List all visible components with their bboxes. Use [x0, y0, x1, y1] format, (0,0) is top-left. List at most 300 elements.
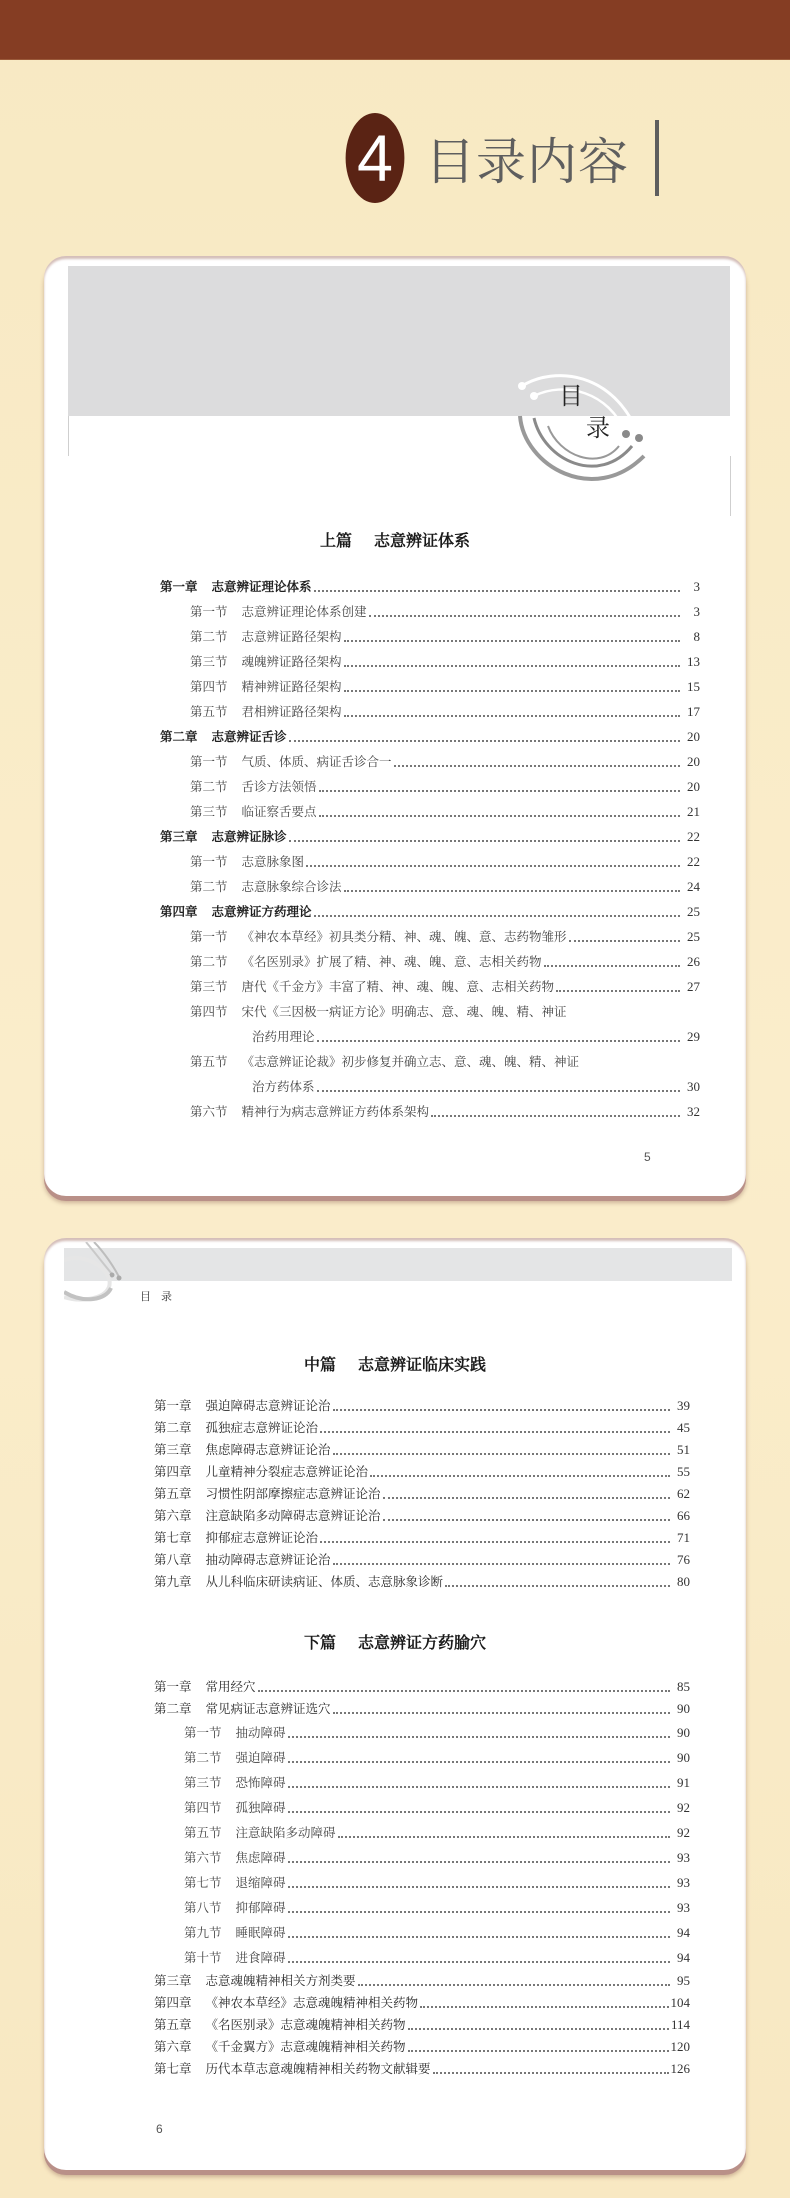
top-banner [0, 0, 790, 60]
toc-list-lower [154, 1676, 690, 2080]
toc-entry-number: 第二节 [190, 879, 228, 894]
dot-leader [569, 934, 680, 942]
dot-leader [288, 1855, 670, 1863]
toc-entry-label [184, 1770, 286, 1795]
toc-page-number: 90 [677, 1750, 690, 1765]
toc-page-number: 21 [687, 804, 700, 819]
toc-chapter-row [154, 1461, 690, 1483]
toc-entry-title: 《神农本草经》初具类分精、神、魂、魄、意、志药物雏形 [241, 929, 567, 944]
dot-leader [408, 2022, 669, 2030]
toc-entry-title: 唐代《千金方》丰富了精、神、魂、魄、意、志相关药物 [241, 979, 555, 994]
toc-entry-label [184, 1820, 336, 1845]
toc-entry-title: 志意辨证脉诊 [211, 829, 287, 844]
toc-page-number: 90 [677, 1701, 690, 1716]
toc-entry-label [190, 924, 567, 949]
toc-entry-label [160, 824, 287, 849]
toc-chapter-row [154, 1992, 690, 2014]
dot-leader [358, 1978, 670, 1986]
toc-entry-number: 第九章 [154, 1574, 192, 1589]
toc-entry-title: 宋代《三因极一病证方论》明确志、意、魂、魄、精、神证 [241, 1004, 567, 1019]
dot-leader [344, 884, 680, 892]
toc-section-row [154, 1795, 690, 1820]
toc-chapter-row [154, 1483, 690, 1505]
toc-entry-title: 舌诊方法领悟 [241, 779, 317, 794]
toc-entry-number: 第三节 [190, 804, 228, 819]
toc-entry-title: 气质、体质、病证舌诊合一 [241, 754, 392, 769]
mulu-char-2: 录 [586, 414, 610, 442]
dot-leader [420, 2000, 668, 2008]
toc-chapter-row [160, 824, 700, 849]
toc-entry-title: 《千金翼方》志意魂魄精神相关药物 [205, 2039, 406, 2054]
toc-section-row [154, 1870, 690, 1895]
toc-entry-title: 抑郁障碍 [235, 1900, 286, 1915]
toc-entry-number: 第三节 [190, 654, 228, 669]
toc-entry-title: 注意缺陷多动障碍志意辨证论治 [205, 1508, 381, 1523]
toc-entry-number: 第四章 [154, 1464, 192, 1479]
toc-entry-label [190, 649, 342, 674]
toc-entry-number: 第七章 [154, 1530, 192, 1545]
toc-page-number: 8 [693, 629, 700, 644]
toc-entry-number: 第三节 [184, 1775, 222, 1790]
dot-leader [344, 634, 680, 642]
toc-entry-number: 第一节 [184, 1725, 222, 1740]
toc-entry-title: 常见病证志意辨证选穴 [205, 1701, 331, 1716]
toc-entry-label [190, 674, 342, 699]
toc-entry-label [154, 1992, 418, 2014]
toc-page-number: 25 [687, 929, 700, 944]
toc-entry-label [184, 1945, 286, 1970]
toc-page-number: 3 [693, 579, 700, 594]
toc-entry-title: 志意脉象图 [241, 854, 305, 869]
toc-entry-title: 抽动障碍 [235, 1725, 286, 1740]
toc-entry-title: 志意辨证理论体系 [211, 579, 312, 594]
toc-entry-label [190, 624, 342, 649]
toc-entry-title: 《名医别录》志意魂魄精神相关药物 [205, 2017, 406, 2032]
toc-entry-label [154, 1970, 356, 1992]
toc-entry-number: 第三节 [190, 979, 228, 994]
toc-section-row [154, 1820, 690, 1845]
toc-page-number: 93 [677, 1900, 690, 1915]
toc-page-number: 27 [687, 979, 700, 994]
part-title-upper: 上篇 志意辨证体系 [319, 531, 471, 550]
toc-section-row [160, 924, 700, 949]
toc-page-number: 93 [677, 1850, 690, 1865]
toc-entry-title: 习惯性阴部摩擦症志意辨证论治 [205, 1486, 381, 1501]
toc-entry-label [190, 874, 342, 899]
dot-leader [306, 859, 680, 867]
toc-entry-label [184, 1720, 286, 1745]
toc-entry-label [160, 724, 287, 749]
toc-entry-number: 第八章 [154, 1552, 192, 1567]
toc-entry-title: 志意魂魄精神相关方剂类要 [205, 1973, 356, 1988]
toc-entry-label [190, 699, 342, 724]
toc-chapter-row [154, 1417, 690, 1439]
toc-entry-label [190, 774, 317, 799]
margin-mark [730, 456, 731, 516]
section-heading [345, 110, 659, 206]
toc-entry-title: 焦虑障碍志意辨证论治 [205, 1442, 331, 1457]
toc-entry-number: 第一章 [154, 1679, 192, 1694]
dot-leader [319, 784, 680, 792]
toc-entry-title: 志意辨证舌诊 [211, 729, 287, 744]
toc-entry-label [154, 1698, 331, 1720]
toc-section-row [160, 1074, 700, 1099]
dot-leader [314, 584, 680, 592]
toc-chapter-row [160, 724, 700, 749]
toc-section-row [160, 624, 700, 649]
toc-entry-number: 第二节 [190, 954, 228, 969]
dot-leader [288, 1880, 670, 1888]
toc-section-row [160, 649, 700, 674]
toc-entry-number: 第六节 [190, 1104, 228, 1119]
toc-section-row [160, 1024, 700, 1049]
toc-entry-title: 抽动障碍志意辨证论治 [205, 1552, 331, 1567]
toc-entry-label [184, 1845, 286, 1870]
toc-page-number: 114 [670, 2017, 690, 2032]
toc-page-number: 26 [687, 954, 700, 969]
toc-entry-label [154, 2014, 406, 2036]
toc-entry-label [154, 1395, 331, 1417]
toc-chapter-row [154, 1698, 690, 1720]
dot-leader [288, 1755, 670, 1763]
toc-chapter-row [154, 1439, 690, 1461]
toc-page-number: 104 [670, 1995, 690, 2010]
toc-entry-number: 第三章 [160, 829, 198, 844]
toc-entry-title: 治药用理论 [252, 1029, 315, 1044]
toc-entry-number: 第二章 [154, 1420, 192, 1435]
toc-section-row [154, 1895, 690, 1920]
toc-chapter-row [154, 1970, 690, 1992]
toc-chapter-row [154, 1505, 690, 1527]
toc-entry-title: 志意脉象综合诊法 [241, 879, 342, 894]
toc-chapter-row [154, 1571, 690, 1593]
dot-leader [369, 609, 680, 617]
dot-leader [288, 1730, 670, 1738]
toc-section-row [160, 674, 700, 699]
dot-leader [258, 1684, 670, 1692]
toc-entry-label [190, 1049, 579, 1074]
dot-leader [333, 1557, 670, 1565]
toc-entry-label [154, 1676, 256, 1698]
toc-page-number: 20 [687, 779, 700, 794]
toc-page-number: 90 [677, 1725, 690, 1740]
toc-page-6 [44, 1238, 746, 2170]
toc-entry-number: 第一节 [190, 854, 228, 869]
toc-entry-label [190, 949, 542, 974]
dot-leader [317, 1034, 680, 1042]
page-number: 5 [644, 1150, 651, 1164]
toc-entry-label [190, 1099, 429, 1124]
toc-section-row [160, 874, 700, 899]
toc-entry-label [184, 1795, 286, 1820]
dot-leader [288, 1805, 670, 1813]
toc-entry-number: 第十节 [184, 1950, 222, 1965]
dot-leader [288, 1955, 670, 1963]
toc-entry-label [184, 1895, 286, 1920]
toc-page-number: 15 [687, 679, 700, 694]
toc-entry-title: 睡眠障碍 [235, 1925, 286, 1940]
dot-leader [383, 1491, 670, 1499]
toc-entry-title: 《名医别录》扩展了精、神、魂、魄、意、志相关药物 [241, 954, 542, 969]
toc-entry-label [154, 1439, 331, 1461]
toc-list-middle [154, 1395, 690, 1593]
toc-entry-label [190, 799, 317, 824]
toc-page-number: 20 [687, 754, 700, 769]
toc-page-number: 126 [670, 2061, 690, 2076]
toc-page-number: 66 [677, 1508, 690, 1523]
toc-entry-label [184, 1920, 286, 1945]
toc-entry-number: 第七节 [184, 1875, 222, 1890]
toc-page-number: 80 [677, 1574, 690, 1589]
dot-leader [344, 684, 680, 692]
toc-entry-title: 抑郁症志意辨证论治 [205, 1530, 319, 1545]
toc-entry-number: 第四节 [190, 1004, 228, 1019]
toc-page-number: 91 [677, 1775, 690, 1790]
toc-entry-number: 第四节 [184, 1800, 222, 1815]
toc-entry-number: 第五节 [190, 704, 228, 719]
toc-entry-number: 第二章 [154, 1701, 192, 1716]
toc-entry-number: 第四章 [160, 904, 198, 919]
toc-page-number: 45 [677, 1420, 690, 1435]
toc-entry-label [154, 2036, 406, 2058]
dot-leader [445, 1579, 670, 1587]
part-title-middle: 中篇 志意辨证临床实践 [303, 1355, 487, 1374]
dot-leader [431, 1109, 680, 1117]
toc-section-row [154, 1745, 690, 1770]
toc-page-number: 85 [677, 1679, 690, 1694]
toc-page-number: 93 [677, 1875, 690, 1890]
toc-entry-title: 强迫障碍 [235, 1750, 286, 1765]
toc-section-row [154, 1845, 690, 1870]
toc-entry-label [252, 1074, 315, 1099]
toc-entry-label [154, 2058, 431, 2080]
dot-leader [320, 1425, 670, 1433]
toc-entry-title: 焦虑障碍 [235, 1850, 286, 1865]
toc-entry-label [184, 1870, 286, 1895]
toc-chapter-row [154, 2014, 690, 2036]
toc-page-number: 55 [677, 1464, 690, 1479]
toc-entry-number: 第九节 [184, 1925, 222, 1940]
toc-entry-number: 第五节 [184, 1825, 222, 1840]
toc-section-row [160, 749, 700, 774]
toc-page-number: 39 [677, 1398, 690, 1413]
dot-leader [288, 1780, 670, 1788]
toc-list-upper [160, 574, 700, 1124]
section-number-badge: 4 [346, 113, 405, 203]
toc-chapter-row [160, 574, 700, 599]
toc-entry-number: 第六章 [154, 1508, 192, 1523]
mulu-char-1: 目 [559, 382, 583, 410]
toc-page-number: 13 [687, 654, 700, 669]
toc-page-number: 71 [677, 1530, 690, 1545]
toc-entry-title: 从儿科临床研读病证、体质、志意脉象诊断 [205, 1574, 444, 1589]
toc-entry-label [154, 1461, 368, 1483]
toc-entry-label [184, 1745, 286, 1770]
toc-entry-number: 第一节 [190, 929, 228, 944]
toc-entry-number: 第五节 [190, 1054, 228, 1069]
dot-leader [544, 959, 680, 967]
toc-entry-number: 第七章 [154, 2061, 192, 2076]
dot-leader [314, 909, 680, 917]
toc-entry-number: 第一章 [154, 1398, 192, 1413]
toc-page-number: 32 [687, 1104, 700, 1119]
toc-entry-label [190, 849, 304, 874]
dot-leader [320, 1535, 670, 1543]
toc-page-number: 94 [677, 1950, 690, 1965]
toc-page-number: 24 [687, 879, 700, 894]
dot-leader [370, 1469, 670, 1477]
toc-entry-number: 第六章 [154, 2039, 192, 2054]
toc-page-number: 29 [687, 1029, 700, 1044]
toc-section-row [154, 1770, 690, 1795]
toc-entry-label [160, 899, 312, 924]
toc-section-row [160, 774, 700, 799]
dot-leader [289, 834, 680, 842]
page-number: 6 [156, 2122, 163, 2136]
toc-page-number: 51 [677, 1442, 690, 1457]
toc-entry-title: 注意缺陷多动障碍 [235, 1825, 336, 1840]
toc-entry-label [154, 1549, 331, 1571]
toc-page-number: 120 [670, 2039, 690, 2054]
dot-leader [288, 1905, 670, 1913]
toc-section-row [154, 1720, 690, 1745]
toc-entry-title: 退缩障碍 [235, 1875, 286, 1890]
toc-entry-title: 常用经穴 [205, 1679, 256, 1694]
toc-entry-number: 第二章 [160, 729, 198, 744]
toc-entry-title: 强迫障碍志意辨证论治 [205, 1398, 331, 1413]
toc-section-row [160, 949, 700, 974]
toc-entry-label [154, 1527, 318, 1549]
toc-page-number: 17 [687, 704, 700, 719]
toc-page-number: 62 [677, 1486, 690, 1501]
toc-entry-title: 恐怖障碍 [235, 1775, 286, 1790]
toc-entry-title: 儿童精神分裂症志意辨证论治 [205, 1464, 369, 1479]
toc-entry-label [190, 974, 554, 999]
toc-entry-title: 精神行为病志意辨证方药体系架构 [241, 1104, 430, 1119]
toc-entry-number: 第一章 [160, 579, 198, 594]
toc-entry-title: 进食障碍 [235, 1950, 286, 1965]
toc-page-number: 25 [687, 904, 700, 919]
toc-entry-number: 第六节 [184, 1850, 222, 1865]
toc-entry-number: 第一节 [190, 604, 228, 619]
toc-page-number: 30 [687, 1079, 700, 1094]
toc-chapter-row [154, 1549, 690, 1571]
toc-entry-title: 精神辨证路径架构 [241, 679, 342, 694]
toc-section-row [160, 849, 700, 874]
toc-entry-number: 第五章 [154, 2017, 192, 2032]
toc-entry-number: 第八节 [184, 1900, 222, 1915]
toc-section-row [160, 1099, 700, 1124]
dot-leader [383, 1513, 670, 1521]
toc-entry-number: 第四节 [190, 679, 228, 694]
dot-leader [433, 2066, 669, 2074]
toc-page-number: 20 [687, 729, 700, 744]
toc-section-row [160, 799, 700, 824]
toc-entry-number: 第一节 [190, 754, 228, 769]
toc-page-number: 22 [687, 854, 700, 869]
dot-leader [344, 659, 680, 667]
toc-entry-title: 《神农本草经》志意魂魄精神相关药物 [205, 1995, 419, 2010]
toc-entry-title: 治方药体系 [252, 1079, 315, 1094]
toc-chapter-row [154, 2058, 690, 2080]
toc-section-row [154, 1945, 690, 1970]
toc-chapter-row [154, 2036, 690, 2058]
toc-entry-label [252, 1024, 315, 1049]
margin-mark [68, 416, 69, 456]
toc-page-number: 94 [677, 1925, 690, 1940]
heading-divider [655, 120, 659, 196]
toc-section-row [160, 699, 700, 724]
toc-entry-title: 《志意辨证论裁》初步修复并确立志、意、魂、魄、精、神证 [241, 1054, 580, 1069]
toc-page-5 [44, 256, 746, 1196]
dot-leader [333, 1706, 670, 1714]
toc-entry-number: 第二节 [190, 779, 228, 794]
toc-chapter-row [154, 1395, 690, 1417]
toc-entry-label [154, 1571, 443, 1593]
dot-leader [289, 734, 680, 742]
toc-page-number: 92 [677, 1825, 690, 1840]
dot-leader [317, 1084, 680, 1092]
toc-entry-title: 志意辨证路径架构 [241, 629, 342, 644]
toc-entry-label [190, 749, 392, 774]
toc-entry-label [154, 1505, 381, 1527]
toc-section-row [160, 1049, 700, 1074]
toc-section-row [160, 599, 700, 624]
part-title-lower: 下篇 志意辨证方药腧穴 [303, 1633, 487, 1652]
toc-entry-title: 历代本草志意魂魄精神相关药物文献辑要 [205, 2061, 431, 2076]
toc-entry-label [190, 999, 567, 1024]
toc-entry-title: 志意辨证方药理论 [211, 904, 312, 919]
toc-page-number: 22 [687, 829, 700, 844]
dot-leader [394, 759, 680, 767]
toc-entry-number: 第四章 [154, 1995, 192, 2010]
toc-entry-number: 第二节 [184, 1750, 222, 1765]
dot-leader [338, 1830, 670, 1838]
toc-entry-title: 孤独症志意辨证论治 [205, 1420, 319, 1435]
dot-leader [408, 2044, 669, 2052]
toc-entry-number: 第三章 [154, 1973, 192, 1988]
section-title: 目录内容 [425, 133, 629, 191]
running-head: 目录 [140, 1290, 182, 1303]
toc-entry-number: 第三章 [154, 1442, 192, 1457]
page-header-band [64, 1248, 732, 1281]
dot-leader [344, 709, 680, 717]
toc-section-row [160, 999, 700, 1024]
dot-leader [333, 1403, 670, 1411]
toc-entry-label [154, 1417, 318, 1439]
toc-chapter-row [154, 1676, 690, 1698]
toc-entry-label [160, 574, 312, 599]
dot-leader [319, 809, 680, 817]
toc-page-number: 92 [677, 1800, 690, 1815]
toc-entry-title: 志意辨证理论体系创建 [241, 604, 367, 619]
dot-leader [288, 1930, 670, 1938]
toc-entry-number: 第二节 [190, 629, 228, 644]
dot-leader [556, 984, 680, 992]
toc-chapter-row [154, 1527, 690, 1549]
toc-entry-label [154, 1483, 381, 1505]
toc-entry-title: 临证察舌要点 [241, 804, 317, 819]
toc-entry-number: 第五章 [154, 1486, 192, 1501]
toc-entry-title: 孤独障碍 [235, 1800, 286, 1815]
toc-chapter-row [160, 899, 700, 924]
dot-leader [333, 1447, 670, 1455]
toc-section-row [160, 974, 700, 999]
toc-entry-label [190, 599, 367, 624]
toc-entry-title: 君相辨证路径架构 [241, 704, 342, 719]
mulu-swirl-icon [64, 1242, 134, 1312]
toc-page-number: 76 [677, 1552, 690, 1567]
